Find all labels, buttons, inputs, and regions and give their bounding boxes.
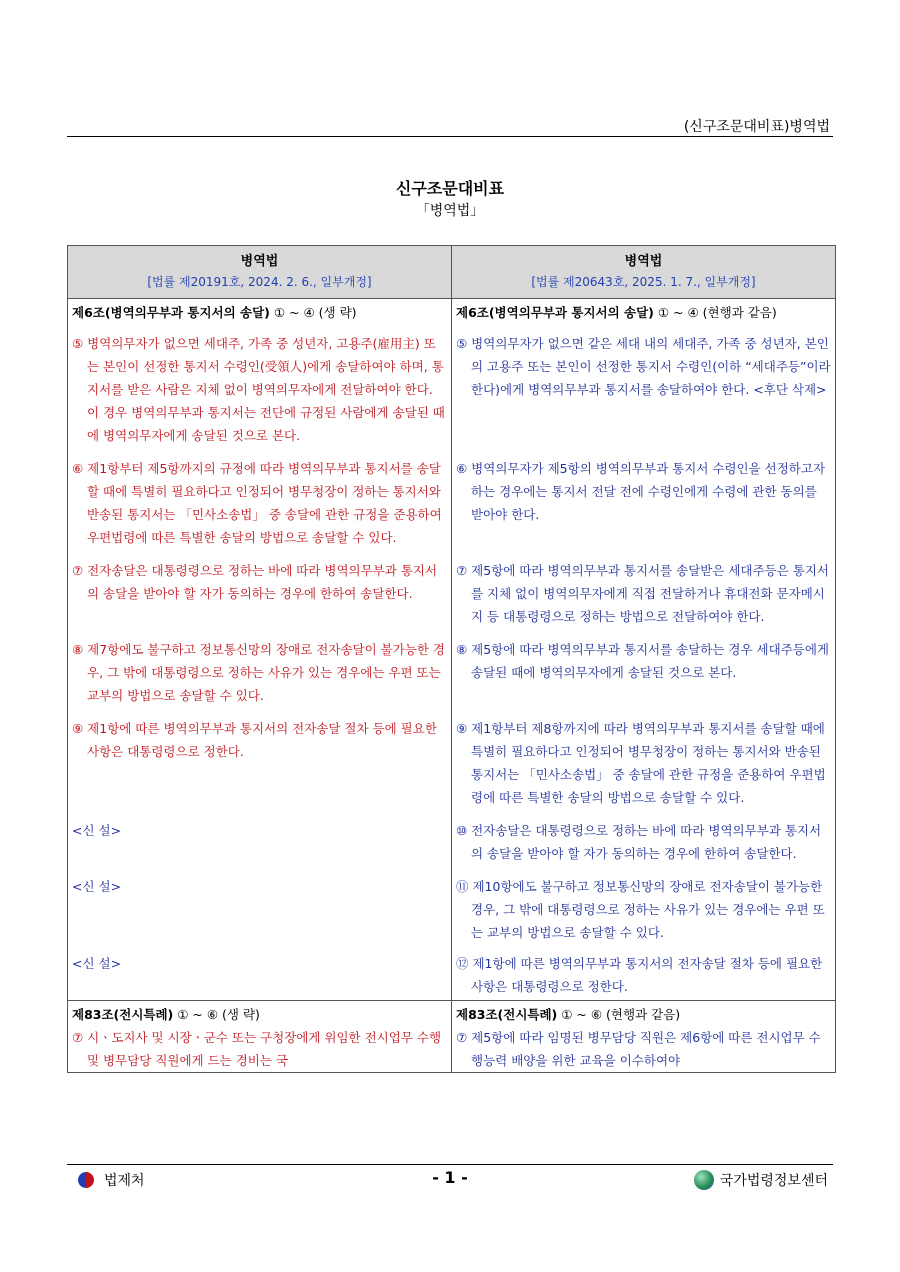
footer-divider [67, 1164, 833, 1165]
article-note: ① ~ ④ (생 략) [269, 305, 357, 320]
old-paragraph-5: ⑤ 병역의무자가 없으면 세대주, 가족 중 성년자, 고용주(雇用主) 또는 본인이 선정한 통지서 수령인(受領人)에게 송달하여야 하며, 통지서를 받은 사람은 지체 없이 병역의무자에게 전달하여야 한다. 이 경우 병역의무부과 통지서는 전단에 규정된 사람에게 송달된 때에 병역의무자에게 송달된 것으로 본다. [72, 336, 445, 443]
new-law-revision: [법률 제20643호, 2025. 1. 7., 일부개정] [531, 275, 756, 289]
table-row [68, 817, 836, 873]
old-article-83-paragraph-7: ⑦ 시ㆍ도지사 및 시장ㆍ군수 또는 구청장에게 위임한 전시업무 수행 및 병무담당 직원에게 드는 경비는 국 [72, 1030, 442, 1068]
new-provision-label: <신 설> [72, 823, 122, 838]
table-row [68, 636, 836, 715]
new-paragraph-6: ⑥ 병역의무자가 제5항의 병역의무부과 통지서 수령인을 선정하고자 하는 경우에는 통지서 전달 전에 수령인에게 수령에 관한 동의를 받아야 한다. [456, 461, 826, 522]
table-row [68, 952, 836, 1001]
table-row [68, 557, 836, 636]
table-row [68, 715, 836, 817]
new-law-header [452, 246, 836, 299]
footer-center-name: 국가법령정보센터 [719, 1173, 828, 1189]
new-paragraph-10: ⑩ 전자송달은 대통령령으로 정하는 바에 따라 병역의무부과 통지서의 송달을 받아야 할 자가 동의하는 경우에 한하여 송달한다. [456, 823, 822, 861]
new-paragraph-9: ⑨ 제1항부터 제8항까지에 따라 병역의무부과 통지서를 송달할 때에 특별히 필요하다고 인정되어 병무청장이 정하는 통지서와 반송된 통지서는 「민사소송법」 중 송달에 관한 규정을 준용하여 우편법령에 따른 특별한 송달의 방법으로 송달할 수 있다. [456, 721, 826, 805]
old-paragraph-6: ⑥ 제1항부터 제5항까지의 규정에 따라 병역의무부과 통지서를 송달할 때에 특별히 필요하다고 인정되어 병무청장이 정하는 통지서와 반송된 통지서는 「민사소송법」 중 송달에 관한 규정을 준용하여 우편법령에 따른 특별한 송달의 방법으로 송달할 수 있다. [72, 461, 442, 545]
article-note: ① ~ ⑥ (현행과 같음) [557, 1007, 681, 1022]
comparison-table [67, 245, 836, 1073]
table-row [68, 1001, 836, 1027]
law-center-logo-icon [694, 1170, 714, 1190]
new-law-name: 병역법 [624, 254, 663, 269]
document-header-label: (신구조문대비표)병역법 [683, 119, 830, 135]
new-article-83-heading [452, 1001, 836, 1027]
old-paragraph-7: ⑦ 전자송달은 대통령령으로 정하는 바에 따라 병역의무부과 통지서의 송달을 받아야 할 자가 동의하는 경우에 한하여 송달한다. [72, 563, 438, 601]
article-title: 제83조(전시특례) [456, 1007, 558, 1022]
table-row [68, 873, 836, 952]
article-title: 제83조(전시특례) [72, 1007, 174, 1022]
old-law-revision: [법률 제20191호, 2024. 2. 6., 일부개정] [147, 275, 372, 289]
page-number: - 1 - [432, 1168, 468, 1187]
article-note: ① ~ ④ (현행과 같음) [653, 305, 777, 320]
new-paragraph-12: ⑫ 제1항에 따른 병역의무부과 통지서의 전자송달 절차 등에 필요한 사항은 대통령령으로 정한다. [456, 956, 823, 994]
new-article-6-heading [452, 299, 836, 325]
footer-agency-name: 법제처 [104, 1173, 145, 1189]
old-paragraph-9: ⑨ 제1항에 따른 병역의무부과 통지서의 전자송달 절차 등에 필요한 사항은 대통령령으로 정한다. [72, 721, 437, 759]
table-row [68, 455, 836, 557]
table-row [68, 1026, 836, 1073]
old-article-6-heading [68, 299, 452, 325]
old-article-83-heading [68, 1001, 452, 1027]
new-paragraph-11: ⑪ 제10항에도 불구하고 정보통신망의 장애로 전자송달이 불가능한 경우, 그 밖에 대통령령으로 정하는 사유가 있는 경우에는 우편 또는 교부의 방법으로 송달할 수 있다. [456, 879, 825, 940]
new-paragraph-8: ⑧ 제5항에 따라 병역의무부과 통지서를 송달하는 경우 세대주등에게 송달된 때에 병역의무자에게 송달된 것으로 본다. [456, 642, 829, 680]
article-title: 제6조(병역의무부과 통지서의 송달) [456, 305, 654, 320]
article-note: ① ~ ⑥ (생 략) [173, 1007, 260, 1022]
header-divider [67, 136, 833, 137]
new-provision-label: <신 설> [72, 879, 122, 894]
table-row [68, 330, 836, 455]
page-title: 신구조문대비표 [395, 179, 505, 198]
footer-right [694, 1170, 828, 1190]
new-paragraph-5: ⑤ 병역의무자가 없으면 같은 세대 내의 세대주, 가족 중 성년자, 본인의 고용주 또는 본인이 선정한 통지서 수령인(이하 “세대주등”이라 한다)에게 병역의무부과 통지서를 송달하여야 한다. <후단 삭제> [456, 336, 831, 397]
table-header-row [68, 246, 836, 299]
old-paragraph-8: ⑧ 제7항에도 불구하고 정보통신망의 장애로 전자송달이 불가능한 경우, 그 밖에 대통령령으로 정하는 사유가 있는 경우에는 우편 또는 교부의 방법으로 송달할 수 있다. [72, 642, 445, 703]
old-law-name: 병역법 [240, 254, 279, 269]
new-provision-label: <신 설> [72, 956, 122, 971]
article-title: 제6조(병역의무부과 통지서의 송달) [72, 305, 270, 320]
old-law-header [68, 246, 452, 299]
new-paragraph-7: ⑦ 제5항에 따라 병역의무부과 통지서를 송달받은 세대주등은 통지서를 지체 없이 병역의무자에게 직접 전달하거나 휴대전화 문자메시지 등 대통령령으로 정하는 방법으로 전달하여야 한다. [456, 563, 829, 624]
page-subtitle: 「병역법」 [415, 203, 485, 219]
table-row [68, 299, 836, 325]
new-article-83-paragraph-7: ⑦ 제5항에 따라 임명된 병무담당 직원은 제6항에 따른 전시업무 수행능력 배양을 위한 교육을 이수하여야 [456, 1030, 821, 1068]
